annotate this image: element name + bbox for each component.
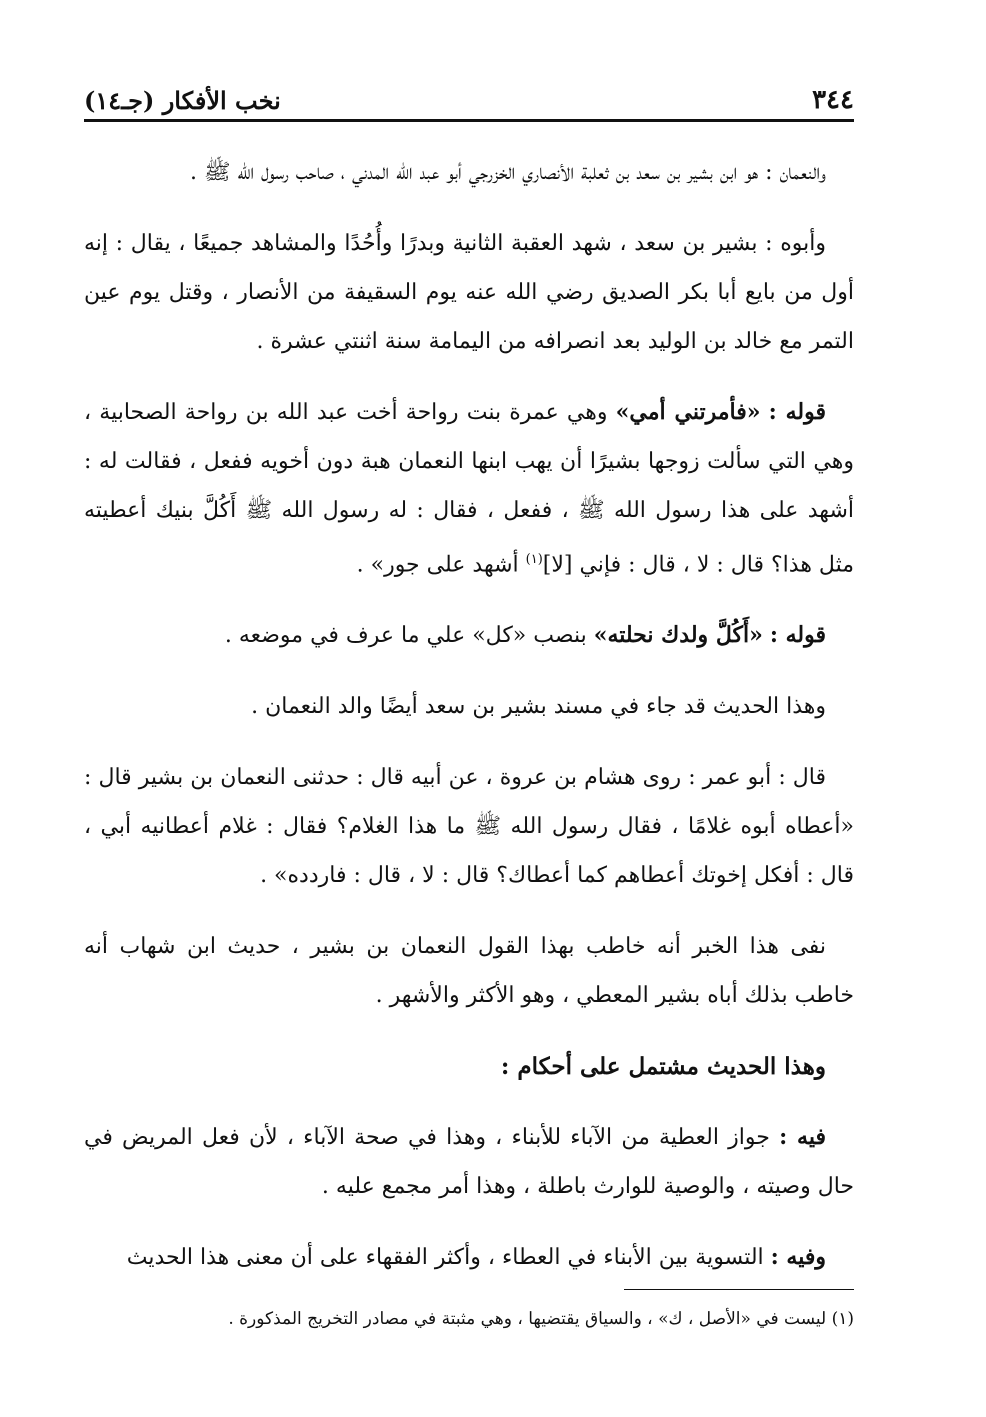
paragraph-text: نفى هذا الخبر أنه خاطب بهذا القول النعمان بن بشير ، حديث ابن شهاب أنه خاطب بذلك أباه بشير المعطي ، وهو الأكثر والأشهر . <box>84 934 854 1009</box>
paragraph-text: وهذا الحديث مشتمل على أحكام : <box>500 1053 826 1081</box>
quoted-phrase: «أَكُلَّ ولدك نحلته» <box>593 622 763 649</box>
body-text <box>84 148 854 1304</box>
paragraph-father <box>84 219 854 366</box>
paragraph-musnad <box>84 682 854 731</box>
paragraph-mother <box>84 388 854 589</box>
paragraph-lead: قوله : <box>769 622 826 649</box>
paragraph-negation <box>84 922 854 1020</box>
quoted-phrase: «فأمرتني أمي» <box>615 399 761 425</box>
paragraph-ruling-2 <box>84 1233 854 1282</box>
paragraph-text: أشهد على جور» . <box>356 552 526 578</box>
section-heading-rulings <box>84 1042 854 1091</box>
paragraph-text: والنعمان : هو ابن بشير بن سعد بن ثعلبة الأنصاري الخزرجي أبو عبد الله المدني ، صاحب رسول الله ﷺ . <box>190 160 826 185</box>
running-header <box>84 82 854 122</box>
paragraph-numan <box>84 148 854 197</box>
footnote-text: (١) ليست في «الأصل ، ك» ، والسياق يقتضيها ، وهي مثبتة في مصادر التخريج المذكورة . <box>228 1309 854 1329</box>
paragraph-ruling-1 <box>84 1113 854 1211</box>
paragraph-lead: وفيه : <box>770 1244 826 1271</box>
paragraph-text: التسوية بين الأبناء في العطاء ، وأكثر الفقهاء على أن معنى هذا الحديث <box>126 1245 771 1271</box>
paragraph-text: وهذا الحديث قد جاء في مسند بشير بن سعد أيضًا والد النعمان . <box>251 694 826 720</box>
footnote <box>84 1303 854 1335</box>
footnote-reference[interactable]: (١) <box>525 552 543 567</box>
page-number: ٣٤٤ <box>812 85 854 115</box>
paragraph-text: وهي عمرة بنت رواحة أخت عبد الله بن رواحة الصحابية ، وهي التي سألت زوجها بشيرًا أن يهب ابنها النعمان هبة دون أخويه ففعل ، فقالت له : أشهد على هذا رسول الله ﷺ ، ففعل ، فقال : له رسول الله ﷺ أَكُلَّ بنيك أعطيته مثل هذا؟ قال : لا ، قال : فإني [لا] <box>84 400 854 578</box>
paragraph-text: قال : أبو عمر : روى هشام بن عروة ، عن أبيه قال : حدثنى النعمان بن بشير قال : «أعطاه أبوه غلامًا ، فقال رسول الله ﷺ ما هذا الغلام؟ فقال : غلام أعطانيه أبي ، قال : أفكل إخوتك أعطاهم كما أعطاك؟ قال : لا ، قال : فاردده» . <box>84 765 854 889</box>
paragraph-lead: فيه : <box>779 1124 826 1151</box>
paragraph-text: جواز العطية من الآباء للأبناء ، وهذا في صحة الآباء ، لأن فعل المريض في حال وصيته ، والوصية للوارث باطلة ، وهذا أمر مجمع عليه . <box>84 1125 854 1200</box>
paragraph-text: بنصب «كل» علي ما عرف في موضعه . <box>224 623 594 649</box>
paragraph-kull <box>84 611 854 660</box>
paragraph-abu-umar <box>84 753 854 900</box>
paragraph-lead: قوله : <box>768 399 826 425</box>
paragraph-text: وأبوه : بشير بن سعد ، شهد العقبة الثانية وبدرًا وأُحُدًا والمشاهد جميعًا ، يقال : إنه أول من بايع أبا بكر الصديق رضي الله عنه يوم السقيفة من الأنصار ، وقتل يوم عين التمر مع خالد بن الوليد بعد انصرافه من اليمامة سنة اثنتي عشرة . <box>84 231 854 354</box>
book-title: نخب الأفكار (جـ١٤) <box>84 86 281 115</box>
footnote-divider <box>624 1289 854 1290</box>
